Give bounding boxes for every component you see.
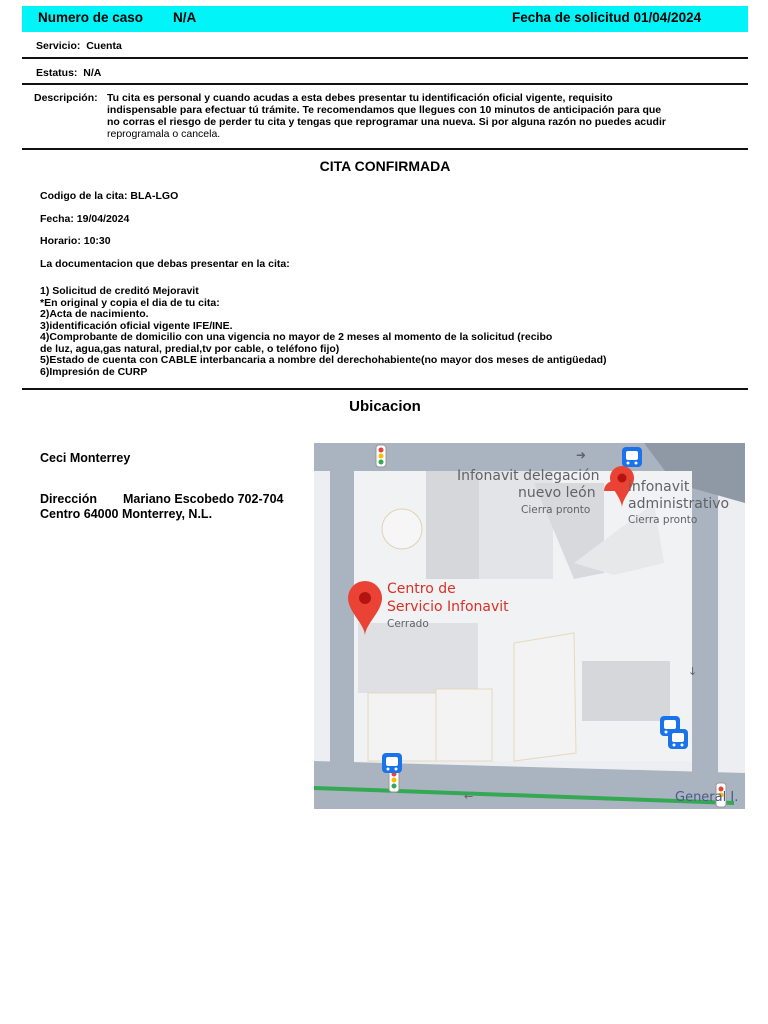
traffic-light-icon: [376, 445, 386, 467]
svg-text:←: ←: [464, 790, 474, 803]
appointment-time: Horario: 10:30: [40, 235, 111, 247]
description-label: Descripción:: [34, 92, 98, 104]
divider: [22, 83, 748, 85]
document-item: 2)Acta de nacimiento.: [40, 308, 149, 320]
document-item: 1) Solicitud de creditó Mejoravit: [40, 285, 199, 297]
description-line: Tu cita es personal y cuando acudas a esta debes presentar tu identificación oficial vigente, requisito: [107, 92, 613, 104]
location-map[interactable]: [314, 443, 745, 809]
place-status: Cierra pronto: [521, 504, 591, 516]
place-status: Cierra pronto: [628, 514, 698, 526]
place-title[interactable]: Centro de: [387, 581, 456, 597]
appointment-date: Fecha: 19/04/2024: [40, 213, 130, 225]
service-value: Cuenta: [86, 40, 122, 52]
service-row: [36, 40, 122, 52]
case-header-bar: [22, 6, 748, 32]
place-status: Cerrado: [387, 618, 429, 630]
description-text: [107, 92, 727, 140]
document-item: 4)Comprobante de domicilio con una vigencia no mayor de 2 meses al momento de la solicitud (recibo: [40, 331, 553, 343]
document-item: 6)Impresión de CURP: [40, 365, 148, 378]
place-title[interactable]: Servicio Infonavit: [387, 599, 509, 615]
request-date: Fecha de solicitud 01/04/2024: [512, 10, 702, 25]
documents-intro: La documentacion que debas presentar en la cita:: [40, 258, 290, 270]
case-number-label: Numero de caso: [38, 10, 144, 25]
service-label: Servicio:: [36, 40, 81, 52]
bus-stop-icon[interactable]: [668, 729, 688, 749]
description-line: no corras el riesgo de perder tu cita y tengas que reprogramar una nueva. Si por alguna razón no puedes acudir: [107, 116, 666, 128]
document-item: *En original y copia el dia de tu cita:: [40, 296, 220, 309]
address-line-2: Centro 64000 Monterrey, N.L.: [40, 507, 213, 521]
location-title: Ubicacion: [349, 398, 421, 415]
divider: [22, 148, 748, 150]
document-item: 3)identificación oficial vigente IFE/INE.: [40, 319, 233, 332]
svg-text:↓: ↓: [688, 665, 698, 678]
place-title[interactable]: administrativo: [628, 496, 730, 512]
document-item: 5)Estado de cuenta con CABLE interbancaria a nombre del derechohabiente(no mayor dos meses de antigüedad): [40, 354, 607, 366]
appointment-code: Codigo de la cita: BLA-LGO: [40, 190, 179, 202]
address-label: Dirección: [40, 492, 97, 506]
bus-stop-icon[interactable]: [382, 753, 402, 773]
documents-list: [40, 286, 607, 378]
bus-stop-icon[interactable]: [622, 447, 642, 467]
description-line: reprogramala o cancela.: [107, 128, 221, 140]
address-line-1: Mariano Escobedo 702-704: [123, 492, 284, 506]
case-number-value: N/A: [173, 10, 197, 25]
confirmation-title: CITA CONFIRMADA: [319, 158, 451, 174]
street-label: General I.: [675, 790, 739, 805]
place-title[interactable]: nuevo león: [518, 485, 596, 501]
place-title[interactable]: Infonavit delegación: [457, 468, 600, 484]
document-item: de luz, agua,gas natural, predial,tv por cable, o teléfono fijo): [40, 342, 340, 355]
description-line: indispensable para efectuar tú trámite. Te recomendamos que llegues con 10 minutos de anticipación para que: [107, 104, 662, 116]
status-value: N/A: [83, 67, 102, 79]
svg-text:➜: ➜: [576, 448, 587, 462]
status-label: Estatus:: [36, 67, 78, 79]
status-row: [36, 67, 101, 79]
location-name: Ceci Monterrey: [40, 451, 131, 465]
place-title[interactable]: infonavit: [628, 479, 690, 495]
divider: [22, 57, 748, 59]
divider: [22, 388, 748, 390]
